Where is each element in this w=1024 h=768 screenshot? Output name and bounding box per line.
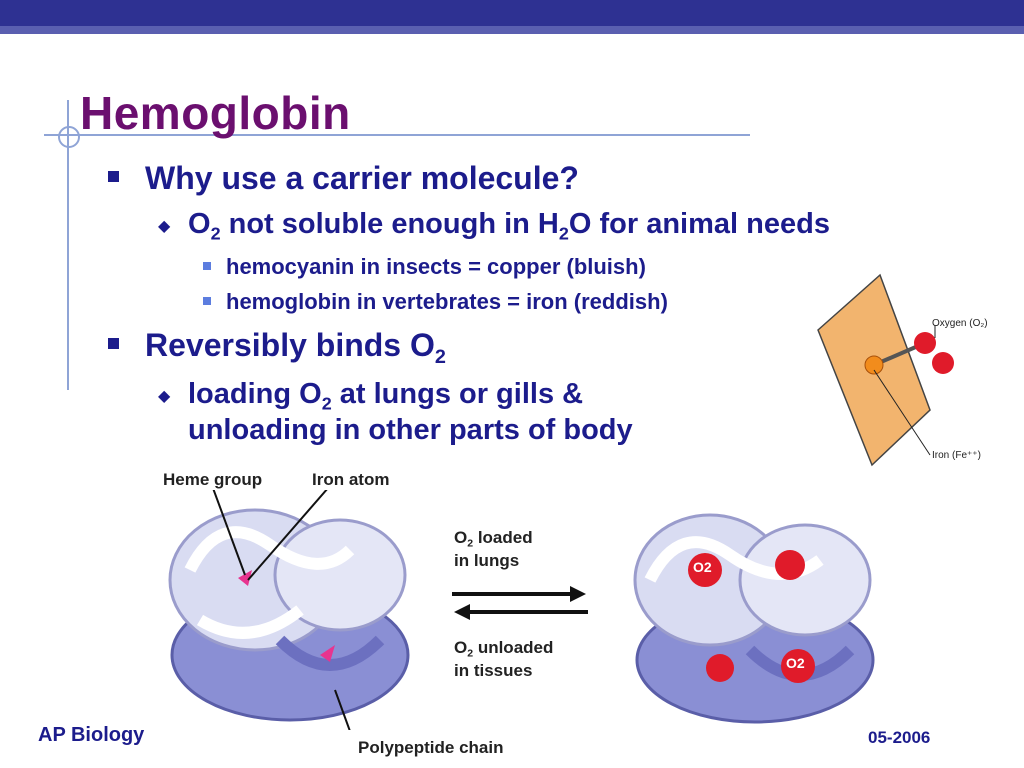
slide-title: Hemoglobin <box>80 87 351 139</box>
in-tissues-label: in tissues <box>454 661 533 680</box>
heme-plane-figure <box>810 270 1010 470</box>
footer-year: 05-2006 <box>868 728 931 747</box>
footer-course: AP Biology <box>38 724 145 746</box>
diamond-bullet-icon: ◆ <box>158 388 171 405</box>
heme-group-label: Heme group <box>163 470 263 489</box>
polypeptide-chain-label: Polypeptide chain <box>358 738 504 757</box>
equilibrium-arrows <box>450 582 590 622</box>
iron-atom-dot <box>865 356 883 374</box>
small-square-bullet-icon <box>203 262 211 270</box>
diamond-bullet-icon: ◆ <box>158 218 171 235</box>
o2-loaded-label: $O_2$ loaded <box>454 528 533 550</box>
square-bullet-icon <box>108 338 119 349</box>
o2-unloaded-label: $O_2$ unloaded <box>454 638 554 660</box>
iron-atom-label: Iron atom <box>312 470 390 489</box>
hemoglobin-deoxy-figure <box>160 490 420 730</box>
bullet-unloading: unloading in other parts of body <box>188 414 633 446</box>
o2-badge-label: O2 <box>786 655 805 671</box>
crosshair-circle-icon <box>58 126 80 148</box>
square-bullet-icon <box>108 171 119 182</box>
bullet-carrier-question: Why use a carrier molecule? <box>145 160 579 196</box>
oxygen-atom-2 <box>932 352 954 374</box>
top-bar-stripe <box>0 26 1024 34</box>
bullet-hemoglobin-iron: hemoglobin in vertebrates = iron (reddish) <box>226 289 668 314</box>
bullet-loading: loading $O_2$ at lungs or gills & <box>188 378 584 414</box>
bullet-hemocyanin: hemocyanin in insects = copper (bluish) <box>226 254 646 279</box>
small-square-bullet-icon <box>203 297 211 305</box>
top-bar <box>0 0 1024 26</box>
o2-badge-label: O2 <box>693 559 712 575</box>
bullet-o2-solubility: $O_2$ not soluble enough in $H_2O$ for animal needs <box>188 208 830 244</box>
hemoglobin-oxy-figure <box>630 500 880 730</box>
oxygen-atom-1 <box>914 332 936 354</box>
bullet-reversibly-binds: Reversibly binds $O_2$ <box>145 327 446 368</box>
iron-label: Iron (Fe⁺⁺) <box>932 450 981 461</box>
oxygen-label: Oxygen (O₂) <box>932 318 988 329</box>
in-lungs-label: in lungs <box>454 551 520 570</box>
